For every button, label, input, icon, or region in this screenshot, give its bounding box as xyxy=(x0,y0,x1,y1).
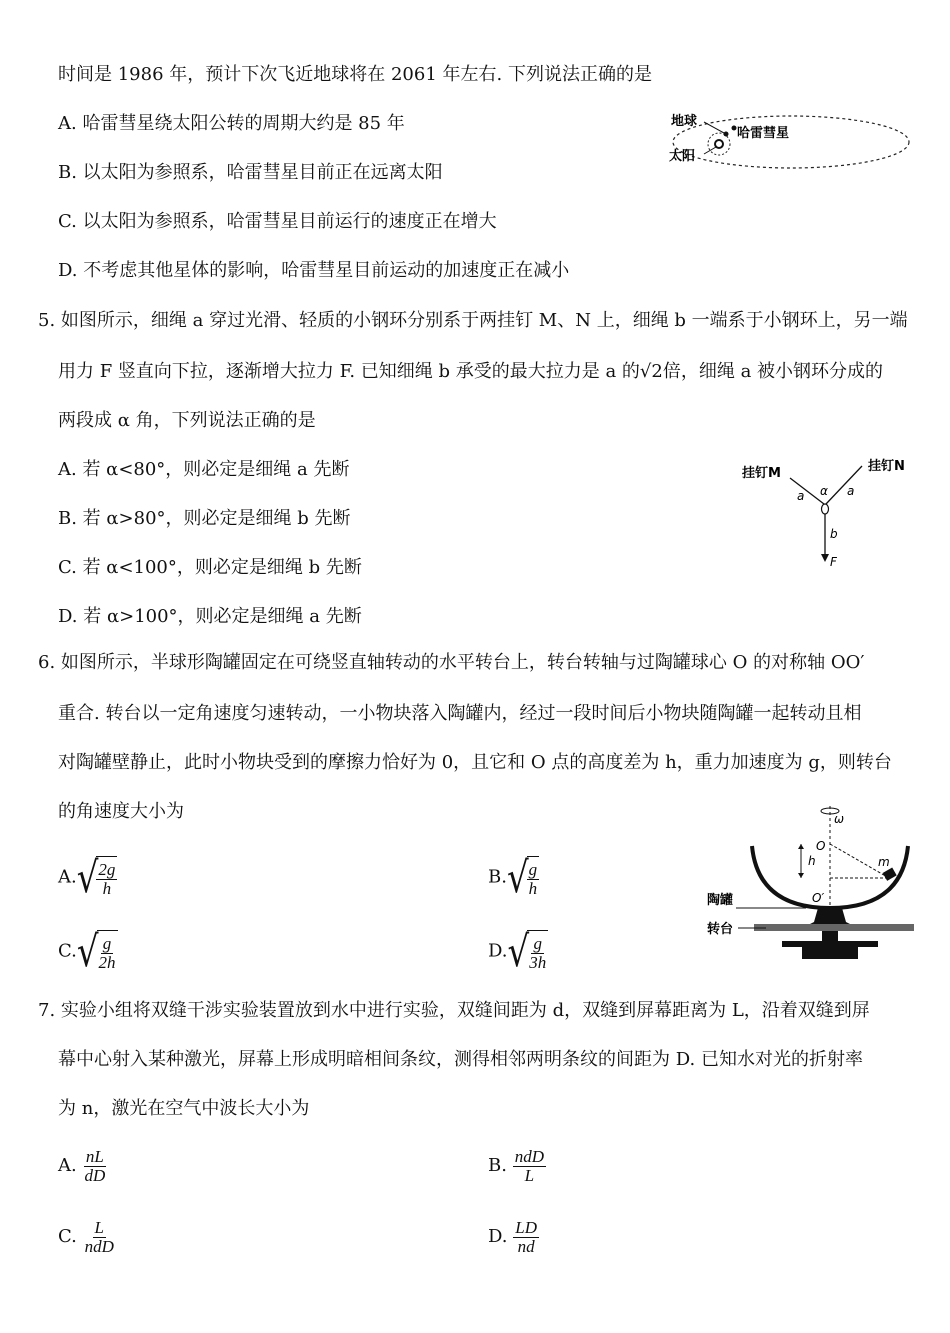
q7-stem-line2: 幕中心射入某种激光，屏幕上形成明暗相间条纹，测得相邻两明条纹的间距为 D. 已知水对光的折射率 xyxy=(58,1049,863,1070)
comet-icon xyxy=(732,126,737,131)
q4-option-a: A. 哈雷彗星绕太阳公转的周期大约是 85 年 xyxy=(58,113,405,134)
label-a-left: a xyxy=(797,489,805,503)
label-a-right: a xyxy=(847,484,855,498)
q5-stem-line3: 两段成 α 角，下列说法正确的是 xyxy=(58,410,316,431)
pot-label: 陶罐 xyxy=(707,893,734,908)
label-alpha: α xyxy=(820,484,828,498)
label-force: F xyxy=(830,555,837,569)
q6-option-c: C. √ $\frac{g}{2h}$ xyxy=(58,926,116,977)
label-omega: ω xyxy=(834,812,845,826)
peg-m-label: 挂钉M xyxy=(742,466,781,481)
q7-option-d: D. $\frac{LD}{nd}$ xyxy=(488,1217,537,1256)
q5-option-d: D. 若 α>100°，则必定是细绳 a 先断 xyxy=(58,606,362,627)
label-h: h xyxy=(808,854,816,868)
label-o: O xyxy=(816,839,826,853)
peg-n-label: 挂钉N xyxy=(868,459,905,474)
q5-option-c: C. 若 α<100°，则必定是细绳 b 先断 xyxy=(58,557,362,578)
earth-label: 地球 xyxy=(671,114,698,129)
q5-stem-line2: 用力 F 竖直向下拉，逐渐增大拉力 F. 已知细绳 b 承受的最大拉力是 a 的√2倍，细绳 a 被小钢环分成的 xyxy=(58,361,884,382)
q7-option-b: B. $\frac{\text{ndD}}{L}$ xyxy=(488,1146,544,1185)
rope-a-right xyxy=(826,466,862,504)
q6-stem-line4: 的角速度大小为 xyxy=(58,801,184,822)
rope-figure xyxy=(740,452,916,570)
sun-label: 太阳 xyxy=(669,149,696,164)
turntable-plate xyxy=(754,924,914,931)
sun-icon xyxy=(715,140,723,148)
q7-stem-line1: 7. 实验小组将双缝干涉实验装置放到水中进行实验，双缝间距为 d，双缝到屏幕距离为 L，沿着双缝到屏 xyxy=(38,1000,870,1021)
q6-stem-line1: 6. 如图所示，半球形陶罐固定在可绕竖直轴转动的水平转台上，转台转轴与过陶罐球心 O 的对称轴 OO′ xyxy=(38,652,865,673)
steel-ring xyxy=(822,504,829,514)
label-m: m xyxy=(878,855,890,869)
q7-option-c: C. $\frac{L}{\text{ndD}}$ xyxy=(58,1217,114,1256)
q4-option-d: D. 不考虑其他星体的影响，哈雷彗星目前运动的加速度正在减小 xyxy=(58,260,570,281)
q7-stem-line3: 为 n，激光在空气中波长大小为 xyxy=(58,1098,310,1119)
q6-option-a: A. √ $\frac{2g}{h}$ xyxy=(58,852,116,903)
force-arrow-icon xyxy=(821,554,829,562)
comet-label: 哈雷彗星 xyxy=(737,126,790,141)
q6-stem-line2: 重合. 转台以一定角速度匀速转动，一小物块落入陶罐内，经过一段时间后小物块随陶罐一起转动且相 xyxy=(58,703,862,724)
q4-option-c: C. 以太阳为参照系，哈雷彗星目前运行的速度正在增大 xyxy=(58,211,497,232)
comet-orbit-figure xyxy=(664,108,916,174)
turntable-base xyxy=(802,947,858,959)
turntable-label: 转台 xyxy=(707,922,734,937)
q4-option-b: B. 以太阳为参照系，哈雷彗星目前正在远离太阳 xyxy=(58,162,443,183)
label-b: b xyxy=(830,527,838,541)
q5-option-a: A. 若 α<80°，则必定是细绳 a 先断 xyxy=(58,459,350,480)
q6-stem-line3: 对陶罐壁静止，此时小物块受到的摩擦力恰好为 0，且它和 O 点的高度差为 h，重力加速度为 g，则转台 xyxy=(58,752,892,773)
pot-turntable-figure xyxy=(706,800,916,962)
block-m xyxy=(883,868,897,881)
q6-option-d: D. √ $\frac{g}{3h}$ xyxy=(488,926,547,977)
q6-option-b: B. √ $\frac{g}{h}$ xyxy=(488,852,538,903)
q7-option-a: A. $\frac{nL}{dD}$ xyxy=(58,1146,106,1185)
q5-option-b: B. 若 α>80°，则必定是细绳 b 先断 xyxy=(58,508,351,529)
rope-a-left xyxy=(790,478,824,504)
label-o-prime: O′ xyxy=(812,891,825,905)
q5-stem-line1: 5. 如图所示，细绳 a 穿过光滑、轻质的小钢环分别系于两挂钉 M、N 上，细绳 b 一端系于小钢环上，另一端 xyxy=(38,310,908,331)
q4-stem: 时间是 1986 年，预计下次飞近地球将在 2061 年左右. 下列说法正确的是 xyxy=(58,64,652,85)
earth-icon xyxy=(724,132,729,137)
